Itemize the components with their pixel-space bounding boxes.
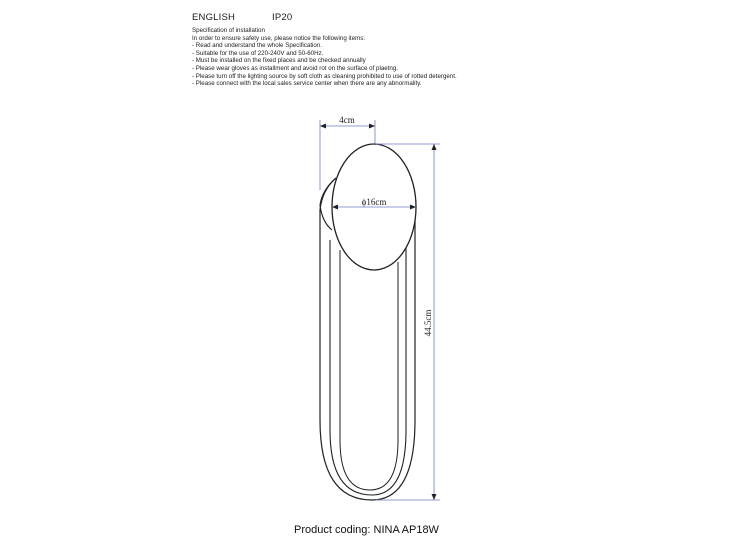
spec-line: - Please wear gloves as installment and avoid rot on the surface of plaetng. — [192, 64, 399, 72]
spec-line: - Please turn off the lighting source by soft cloth as cleaning prohibited to use of rotted detergent. — [192, 72, 457, 80]
spec-line: - Must be installed on the fixed places and be checked annually — [192, 57, 366, 65]
spec-line: - Read and understand the whole Specification. — [192, 42, 323, 50]
product-coding: Product coding: NINA AP18W — [294, 524, 439, 536]
depth-label: 4cm — [339, 115, 355, 125]
spec-line: Specification of installation — [192, 27, 265, 34]
depth-arrow-left — [320, 124, 326, 129]
spec-line: - Suitable for the use of 220-240V and 50-60Hz. — [192, 49, 324, 57]
height-label: 44.5cm — [423, 309, 433, 337]
inner-loop-outline — [340, 250, 398, 490]
depth-arrow-right — [369, 124, 375, 129]
language-label: ENGLISH — [192, 12, 236, 23]
spec-line: In order to ensure safety use, please notice the following items: — [192, 34, 366, 42]
height-arrow-bottom — [432, 494, 437, 500]
ip-rating: IP20 — [272, 12, 293, 23]
diameter-label: ϕ16cm — [361, 197, 387, 207]
height-arrow-top — [432, 144, 437, 150]
spec-line: - Please connect with the local sales service center when there are any abnormality. — [192, 80, 422, 88]
